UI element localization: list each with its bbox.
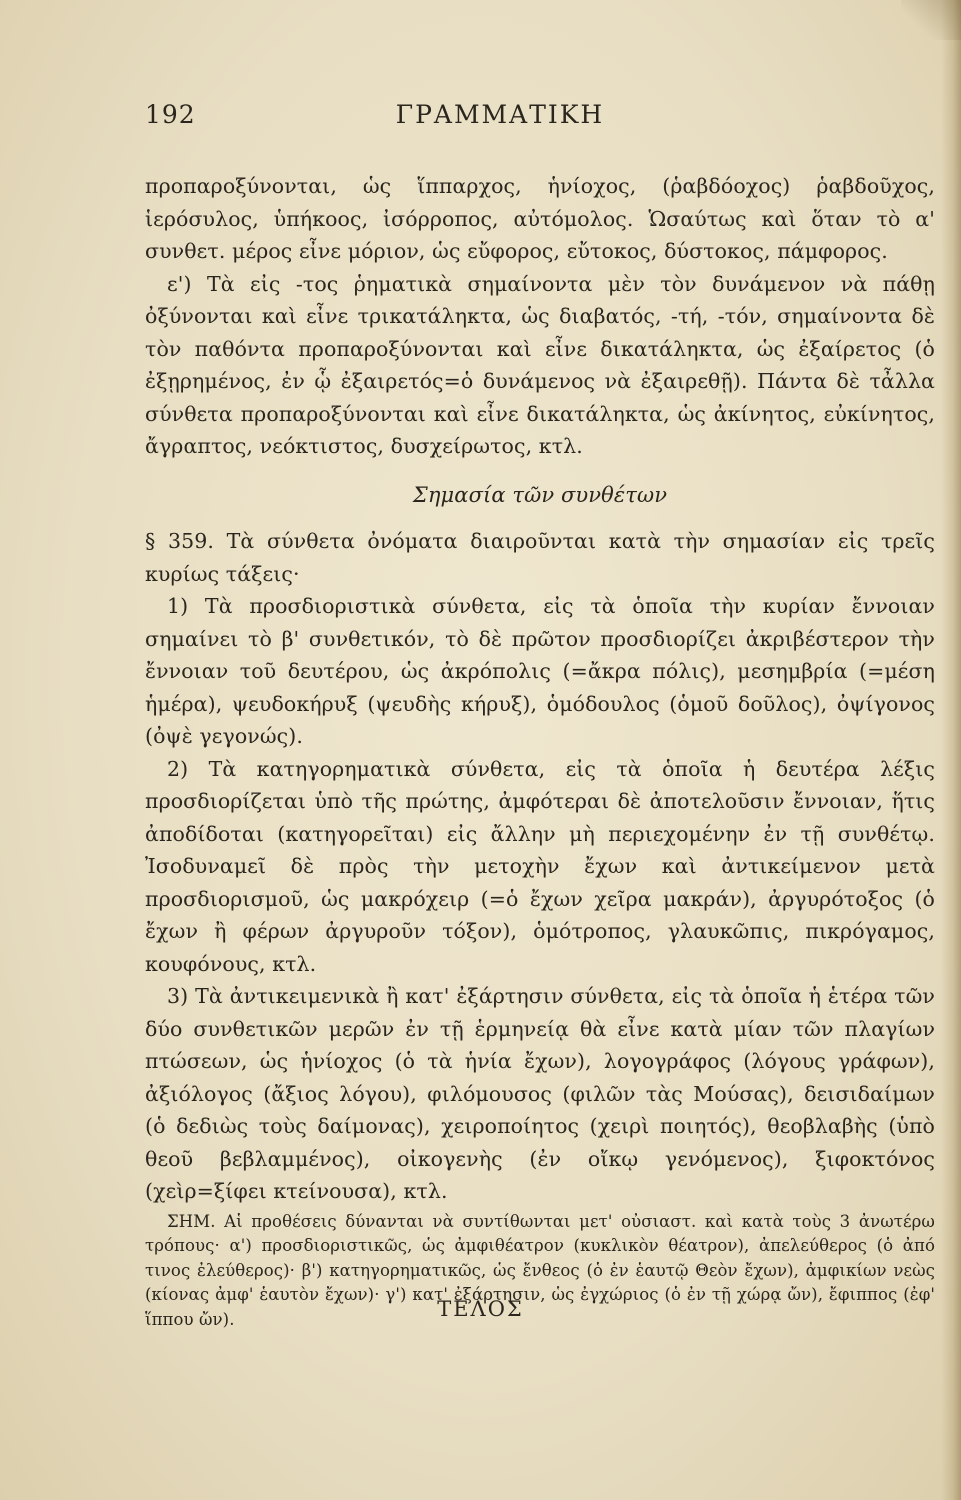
paragraph-2: ε') Τὰ εἰς -τος ῥηματικὰ σημαίνοντα μὲν τὸν δυνάμενον νὰ πάθῃ ὀξύνονται καὶ εἶνε τρικατάληκτα, ὡς διαβατός, -τή, -τόν, σημαίνοντα δὲ τὸν παθόντα προπαροξύνονται καὶ εἶνε δικατάληκτα, ὡς ἐξαίρετος (ὁ ἐξῃρημένος, ἐν ᾧ ἐξαιρετός=ὁ δυνάμενος νὰ ἐξαιρεθῇ). Πάντα δὲ τἆλλα σύνθετα προπαροξύνονται καὶ εἶνε δικατάληκτα, ὡς ἀκίνητος, εὐκίνητος, ἄγραπτος, νεόκτιστος, δυσχείρωτος, κτλ. xyxy=(145,271,935,458)
page-edge-shadow xyxy=(941,0,961,1500)
running-title: ΓΡΑΜΜΑΤΙΚΗ xyxy=(395,100,605,129)
paragraph-item-3: 3) Τὰ ἀντικειμενικὰ ἢ κατ' ἐξάρτησιν σύνθετα, εἰς τὰ ὁποῖα ἡ ἑτέρα τῶν δύο συνθετικῶν μερῶν ἐν τῇ ἑρμηνείᾳ θὰ εἶνε κατὰ μίαν τῶν πλαγίων πτώσεων, ὡς ἡνίοχος (ὁ τὰ ἡνία ἔχων), λογογράφος (λόγους γράφων), ἀξιόλογος (ἄξιος λόγου), φιλόμουσος (φιλῶν τὰς Μούσας), δεισιδαίμων (ὁ δεδιὼς τοὺς δαίμονας), χειροποίητος (χειρὶ ποιητός), θεοβλαβὴς (ὑπὸ θεοῦ βεβλαμμένος), οἰκογενὴς (ἐν οἴκῳ γενόμενος), ξιφοκτόνος (χεὶρ=ξίφει κτείνουσα), κτλ. xyxy=(145,984,935,1203)
paragraph-359: § 359. Τὰ σύνθετα ὀνόματα διαιροῦνται κατὰ τὴν σημασίαν εἰς τρεῖς κυρίως τάξεις· xyxy=(145,529,935,586)
section-heading: Σημασία τῶν συνθέτων xyxy=(412,482,668,507)
running-header xyxy=(145,100,855,136)
body-text xyxy=(145,170,935,1332)
footnote: ΣΗΜ. Αἱ προθέσεις δύνανται νὰ συντίθωνται μετ' οὐσιαστ. καὶ κατὰ τοὺς 3 ἀνωτέρω τρόπους· α') προσδιοριστικῶς, ὡς ἀμφιθέατρον (κυκλικὸν θέατρον), ἀπελεύθερος (ὁ ἀπό τινος ἐλεύθερος)· β') κατηγορηματικῶς, ὡς ἔνθεος (ὁ ἐν ἑαυτῷ Θεὸν ἔχων), ἀμφικίων νεὼς (κίονας ἀμφ' ἑαυτὸν ἔχων)· γ') κατ' ἐξάρτησιν, ὡς ἐγχώριος (ὁ ἐν τῇ χώρᾳ ὤν), ἔφιππος (ἐφ' ἵππου ὤν). xyxy=(145,1211,935,1329)
page-corner-stain xyxy=(901,0,961,40)
paragraph-item-1: 1) Τὰ προσδιοριστικὰ σύνθετα, εἰς τὰ ὁποῖα τὴν κυρίαν ἔννοιαν σημαίνει τὸ β' συνθετικόν, τὸ δὲ πρῶτον προσδιορίζει ἀκριβέστερον τὴν ἔννοιαν τοῦ δευτέρου, ὡς ἀκρόπολις (=ἄκρα πόλις), μεσημβρία (=μέση ἡμέρα), ψευδοκήρυξ (ψευδὴς κήρυξ), ὁμόδουλος (ὁμοῦ δοῦλος), ὀψίγονος (ὀψὲ γεγονώς). xyxy=(145,594,935,748)
paragraph-1: προπαροξύνονται, ὡς ἵππαρχος, ἡνίοχος, (ῥαβδόοχος) ῥαβδοῦχος, ἱερόσυλος, ὑπήκοος, ἰσόρροπος, αὐτόμολος. Ὡσαύτως καὶ ὅταν τὸ α' συνθετ. μέρος εἶνε μόριον, ὡς εὔφορος, εὔτοκος, δύστοκος, πάμφορος. xyxy=(145,174,935,263)
paragraph-item-2: 2) Τὰ κατηγορηματικὰ σύνθετα, εἰς τὰ ὁποῖα ἡ δευτέρα λέξις προσδιορίζεται ὑπὸ τῆς πρώτης, ἀμφότεραι δὲ ἀποτελοῦσιν ἔννοιαν, ἥτις ἀποδίδοται (κατηγορεῖται) εἰς ἄλλην μὴ περιεχομένην ἐν τῇ συνθέτῳ. Ἰσοδυναμεῖ δὲ πρὸς τὴν μετοχὴν ἔχων καὶ ἀντικείμενον μετὰ προσδιορισμοῦ, ὡς μακρόχειρ (=ὁ ἔχων χεῖρα μακράν), ἀργυρότοξος (ὁ ἔχων ἢ φέρων ἀργυροῦν τόξον), ὁμότροπος, γλαυκῶπις, πικρόγαμος, κουφόνους, κτλ. xyxy=(145,756,935,976)
end-marker: ΤΕΛΟΣ xyxy=(437,1297,524,1321)
page-number: 192 xyxy=(145,100,196,129)
